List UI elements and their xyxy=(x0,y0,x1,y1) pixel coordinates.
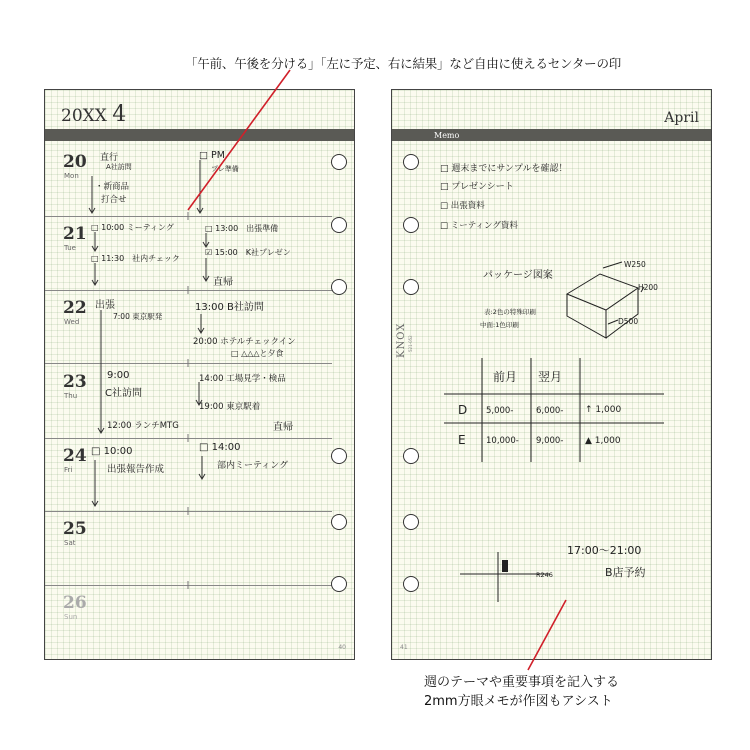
sketch-note: 中面:1色印刷 xyxy=(480,321,519,329)
note: □ 14:00 xyxy=(199,442,241,453)
note: 出張報告作成 xyxy=(107,464,165,475)
note: 部内ミーティング xyxy=(217,461,289,471)
day-weekday: Mon xyxy=(64,172,79,180)
day-number: 23 xyxy=(63,372,87,392)
table-cell: 9,000- xyxy=(536,436,564,446)
brand-code: 521-052 xyxy=(408,335,413,352)
day-weekday: Tue xyxy=(64,244,76,252)
table-header: 前月 xyxy=(493,370,518,384)
brand-logo: KNOX xyxy=(396,322,407,358)
callout-memo-line2: 2mm方眼メモが作図もアシスト xyxy=(424,694,613,709)
day-weekday: Wed xyxy=(64,318,80,326)
note: 打合せ xyxy=(101,195,127,205)
dimension-label: W250 xyxy=(624,260,646,269)
note: ☑ 15:00 K社プレゼン xyxy=(205,248,291,257)
day-number: 24 xyxy=(63,446,87,466)
note: 直行 xyxy=(100,153,119,163)
callout-center-mark: 「午前、午後を分ける」「左に予定、右に結果」など自由に使えるセンターの印 xyxy=(185,56,622,71)
sketch-title: パッケージ図案 xyxy=(483,270,553,281)
map-place: B店予約 xyxy=(605,566,646,579)
note: □ 11:30 社内チェック xyxy=(91,254,180,263)
dimension-label: H200 xyxy=(638,283,658,292)
checklist-item: □ 週末までにサンプルを確認！ xyxy=(440,164,568,174)
callout-memo-line1: 週のテーマや重要事項を記入する xyxy=(424,675,620,690)
checklist-item: □ 出張資料 xyxy=(440,201,485,211)
note: 7:00 東京駅発 xyxy=(113,312,163,321)
table-header: 翌月 xyxy=(538,370,563,384)
checklist-item: □ プレゼンシート xyxy=(440,182,514,192)
note: 直帰 xyxy=(213,277,233,288)
note: □ PM xyxy=(199,150,225,161)
note: ・新商品 xyxy=(95,182,130,192)
note: □ 10:00 xyxy=(91,446,133,457)
note: 13:00 B社訪問 xyxy=(195,302,264,313)
note: 12:00 ランチMTG xyxy=(107,421,179,431)
note: □ △△△と夕食 xyxy=(231,349,284,358)
note: □ 13:00 出張準備 xyxy=(205,224,279,233)
day-weekday: Sat xyxy=(64,539,76,547)
note: 20:00 ホテルチェックイン xyxy=(193,337,296,347)
table-cell: ▲ 1,000 xyxy=(585,436,621,446)
map-time: 17:00〜21:00 xyxy=(567,544,642,557)
note: 出張 xyxy=(95,300,115,311)
dimension-label: D500 xyxy=(618,317,639,326)
day-number: 21 xyxy=(63,224,87,244)
note: □ 10:00 ミーティング xyxy=(91,223,174,232)
table-cell: ↑ 1,000 xyxy=(585,405,622,415)
month-number: 4 xyxy=(112,102,127,127)
day-weekday: Fri xyxy=(64,466,73,474)
day-weekday: Thu xyxy=(64,392,78,400)
year-label: 20XX xyxy=(61,106,107,126)
map-road-label: R246 xyxy=(536,571,553,579)
table-cell: 10,000- xyxy=(486,436,519,446)
note: プレ準備 xyxy=(211,165,239,173)
sketch-note: 表:2色の特殊印刷 xyxy=(484,308,536,316)
table-cell: 6,000- xyxy=(536,406,564,416)
note: A社訪問 xyxy=(106,163,132,171)
note: C社訪問 xyxy=(105,388,142,399)
note: 直帰 xyxy=(273,422,293,433)
memo-label: Memo xyxy=(434,131,460,140)
day-number: 22 xyxy=(63,298,87,318)
day-number: 25 xyxy=(63,519,87,539)
page-number: 40 xyxy=(338,644,346,651)
checklist-item: □ ミーティング資料 xyxy=(440,221,518,231)
note: 9:00 xyxy=(107,370,130,381)
table-cell: E xyxy=(458,433,466,447)
day-number: 26 xyxy=(63,593,87,613)
day-weekday: Sun xyxy=(64,613,78,621)
table-cell: D xyxy=(458,403,468,417)
note: 14:00 工場見学・検品 xyxy=(199,374,286,384)
month-label: April xyxy=(664,110,699,126)
table-cell: 5,000- xyxy=(486,406,514,416)
day-number: 20 xyxy=(63,152,87,172)
page-number: 41 xyxy=(400,644,408,651)
note: 19:00 東京駅着 xyxy=(199,402,261,412)
